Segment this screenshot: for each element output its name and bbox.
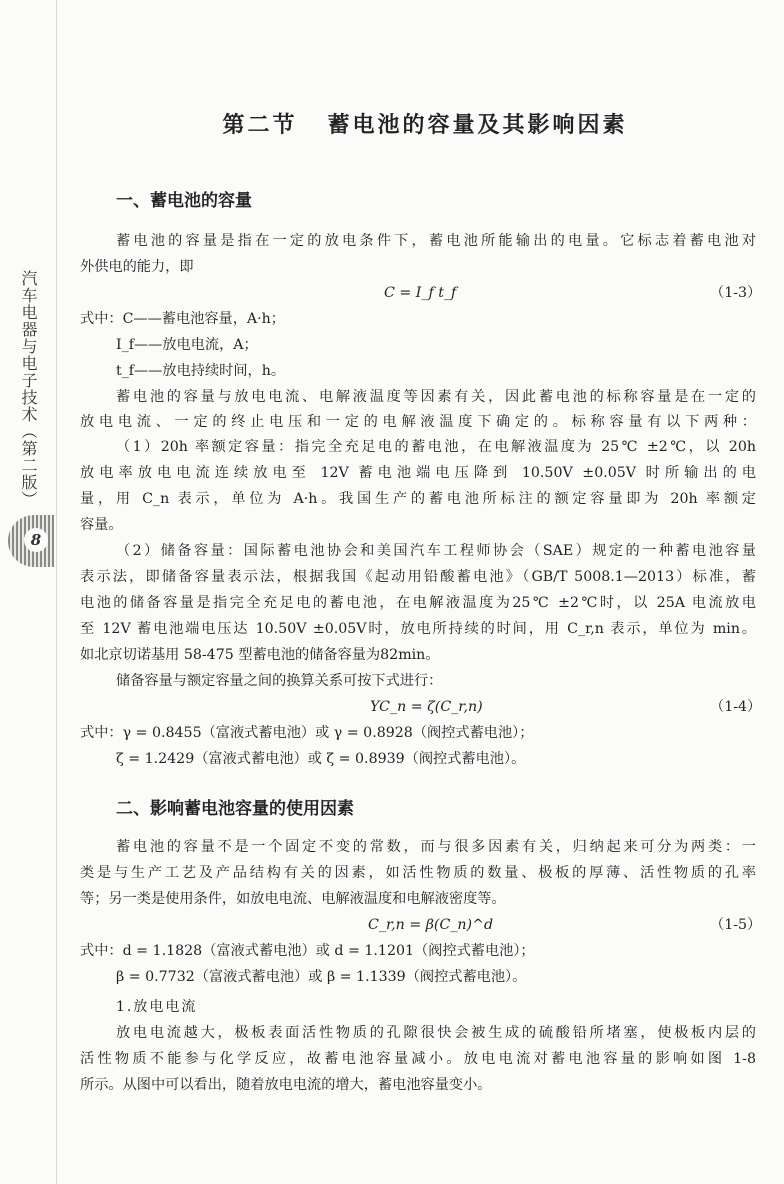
paragraph-line: 放电电流、一定的终止电压和一定的电解液温度下确定的。标称容量有以下两种： [80,414,756,430]
paragraph-line: （2）储备容量：国际蓄电池协会和美国汽车工程师协会（SAE）规定的一种蓄电池容量 [116,543,756,559]
paragraph-line: （1）20h 率额定容量：指完全充足电的蓄电池，在电解液温度为 25℃ ±2℃，以 20h [116,439,756,455]
equation-1-5: C_r,n = β(C_n)^d [368,917,494,933]
paragraph-line: 储备容量与额定容量之间的换算关系可按下式进行： [116,673,443,689]
where-line: ζ = 1.2429（富液式蓄电池）或 ζ = 0.8939（阀控式蓄电池）。 [116,751,526,767]
equation-number: （1-3） [710,285,762,301]
paragraph-line: 蓄电池的容量与放电电流、电解液温度等因素有关，因此蓄电池的标称容量是在一定的 [116,389,756,405]
equation-1-3: C = I_f t_f [384,285,457,301]
paragraph-line: 如北京切诺基用 58-475 型蓄电池的储备容量为82min。 [80,647,440,663]
section-title [80,108,770,139]
paragraph-line: 蓄电池的容量是指在一定的放电条件下，蓄电池所能输出的电量。它标志着蓄电池对 [116,233,756,249]
paragraph-line: 电池的储备容量是指完全充足电的蓄电池，在电解液温度为25℃ ±2℃时，以 25A 电流放电 [80,595,756,611]
where-line: I_f——放电电流，A； [116,337,258,353]
equation-number: （1-5） [710,917,762,933]
section-number: 第二节 [222,112,298,138]
paragraph-line: 类是与生产工艺及产品结构有关的因素，如活性物质的数量、极板的厚薄、活性物质的孔率 [80,865,756,881]
paragraph-line: 所示。从图中可以看出，随着放电电流的增大，蓄电池容量变小。 [80,1077,492,1093]
paragraph-line: 蓄电池的容量不是一个固定不变的常数，而与很多因素有关，归纳起来可分为两类：一 [116,839,756,855]
paragraph-line: 等；另一类是使用条件，如放电电流、电解液温度和电解液密度等。 [80,891,506,907]
where-line: t_f——放电持续时间，h。 [116,363,286,379]
paragraph-line: 活性物质不能参与化学反应，故蓄电池容量减小。放电电流对蓄电池容量的影响如图 1-8 [80,1051,756,1067]
paragraph-line: 外供电的能力，即 [80,259,194,275]
page-number-badge [8,515,54,567]
paragraph-line: 至 12V 蓄电池端电压达 10.50V ±0.05V时，放电所持续的时间，用 C_r,n 表示，单位为 min。 [80,621,756,637]
paragraph-line: 容量。 [80,517,123,533]
equation-1-4: YC_n = ζ(C_r,n) [370,699,483,715]
paragraph-line: 量，用 C_n 表示，单位为 A·h。我国生产的蓄电池所标注的额定容量即为 20h 率额定 [80,491,756,507]
paragraph-line: 表示法，即储备容量表示法，根据我国《起动用铅酸蓄电池》（GB/T 5008.1—2013）标准，蓄 [80,569,756,585]
where-line: 式中：d = 1.1828（富液式蓄电池）或 d = 1.1201（阀控式蓄电池）； [80,943,535,959]
page-number: 8 [24,528,48,552]
where-line: 式中：C——蓄电池容量，A·h； [80,311,285,327]
paragraph-line: 放电电流越大，极板表面活性物质的孔隙很快会被生成的硫酸铅所堵塞，使极板内层的 [116,1025,756,1041]
equation-number: （1-4） [710,699,762,715]
book-title-vertical: 汽车电器与电子技术（第二版） [19,270,38,508]
section-heading: 蓄电池的容量及其影响因素 [327,112,628,138]
spine-divider [56,0,57,1184]
heading-factors: 二、影响蓄电池容量的使用因素 [116,799,354,819]
subheading-discharge-current: 1.放电电流 [116,999,198,1015]
where-line: 式中：γ = 0.8455（富液式蓄电池）或 γ = 0.8928（阀控式蓄电池）； [80,725,534,741]
paragraph-line: 放电率放电电流连续放电至 12V 蓄电池端电压降到 10.50V ±0.05V 时所输出的电 [80,465,756,481]
where-line: β = 0.7732（富液式蓄电池）或 β = 1.1339（阀控式蓄电池）。 [116,969,527,985]
heading-capacity: 一、蓄电池的容量 [116,191,252,211]
